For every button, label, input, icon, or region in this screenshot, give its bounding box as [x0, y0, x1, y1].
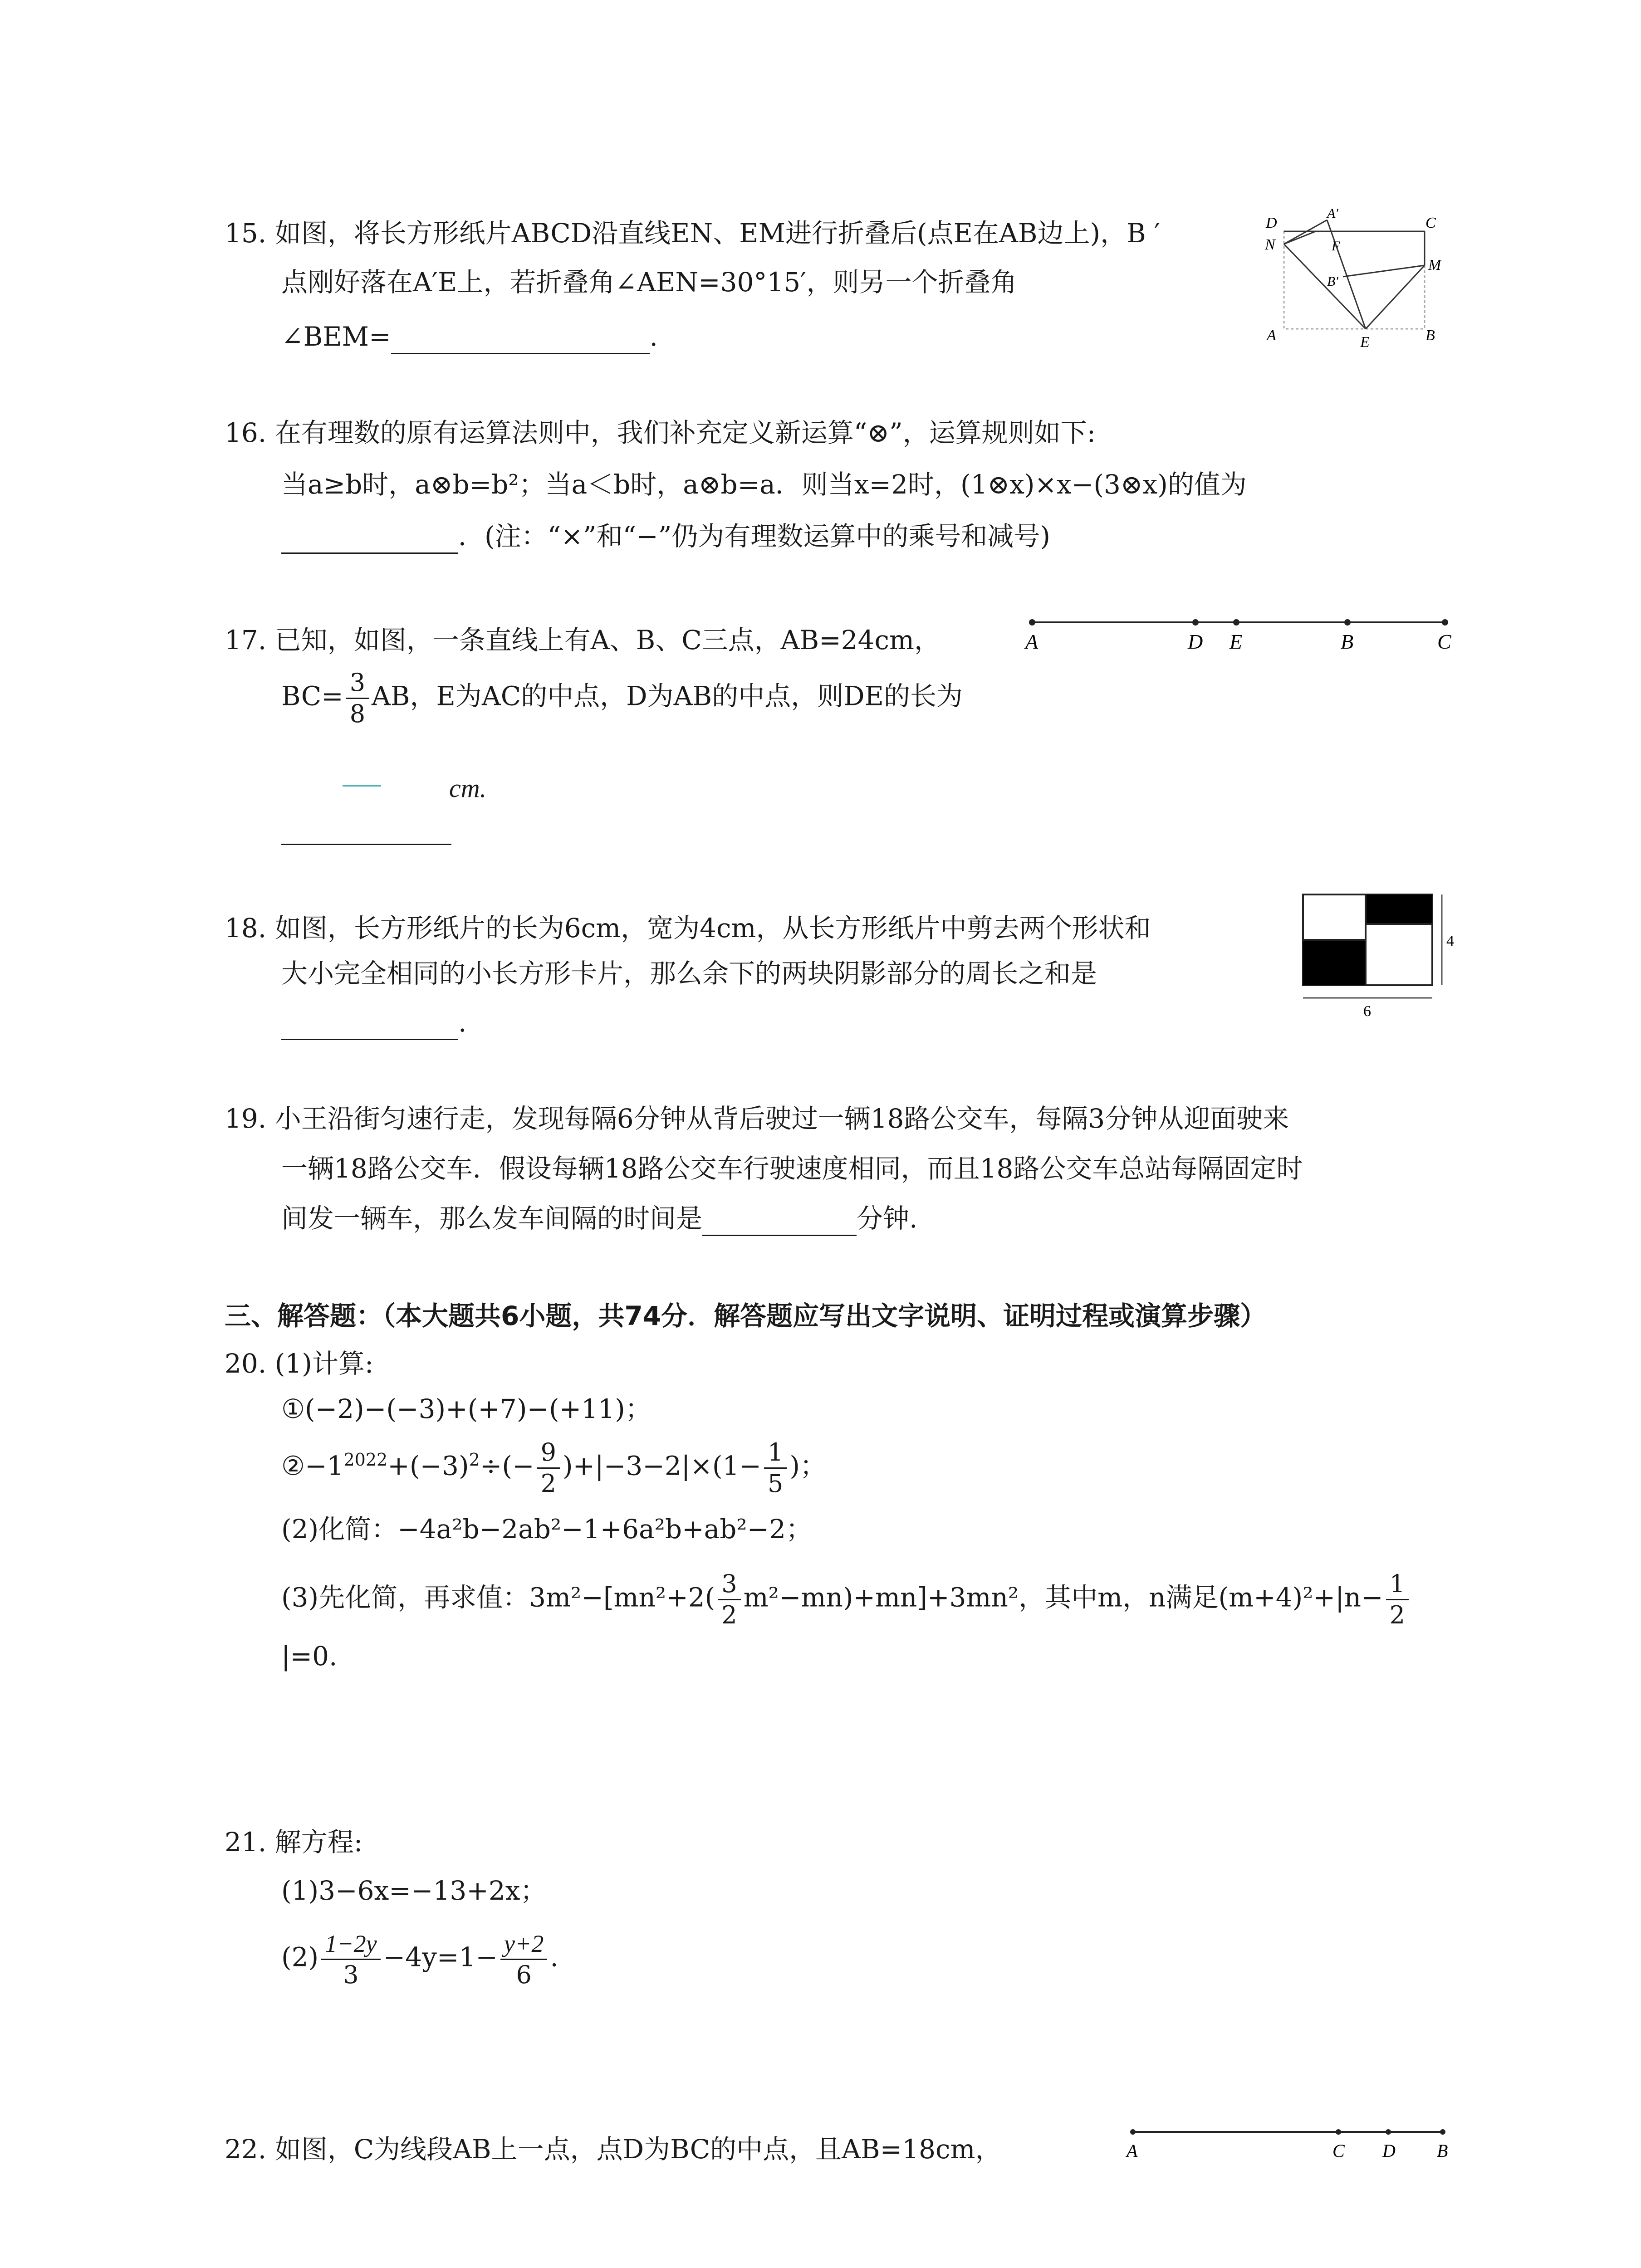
q17-teal-dash: [343, 785, 381, 787]
q20-part2: (2)化简：−4a²b−2ab²−1+6a²b+ab²−2；: [281, 1514, 813, 1545]
q15-line3: [281, 320, 658, 354]
q17-point-d: [1192, 619, 1199, 626]
q18-period: .: [458, 1007, 467, 1038]
q20-p3-a: (3)先化简，再求值：3m²−[mn²+2(: [281, 1582, 715, 1613]
q15-label-bprime: B′: [1327, 274, 1338, 289]
q20-line1: [225, 1347, 373, 1380]
q18-shaded-top-right: [1366, 894, 1432, 924]
q15-text-2: 点刚好落在A′E上，若折叠角∠AEN=30°15′，则另一个折叠角: [281, 267, 1017, 298]
q20-p1a-line: [281, 1393, 652, 1425]
section-3-heading: 三、解答题：（本大题共6小题，共74分．解答题应写出文字说明、证明过程或演算步骤）: [225, 1300, 1267, 1331]
q20-p1b-a: ②−1: [281, 1450, 344, 1481]
q17-label-c: C: [1437, 630, 1451, 653]
q17-text-2b: AB，E为AC的中点，D为AB的中点，则DE的长为: [372, 680, 963, 712]
q21-frac-2-num: y+2: [500, 1931, 547, 1960]
q15-label-e: E: [1360, 334, 1370, 351]
q15-text-1: 如图，将长方形纸片ABCD沿直线EN、EM进行折叠后(点E在AB边上)，B ′: [274, 218, 1161, 249]
q18-answer-blank[interactable]: [281, 1006, 458, 1040]
q18-text-1: 如图，长方形纸片的长为6cm，宽为4cm，从长方形纸片中剪去两个形状和: [274, 913, 1151, 943]
q22-text-1: 如图，C为线段AB上一点，点D为BC的中点，且AB=18cm，: [274, 2134, 1002, 2165]
q17-text-1: 已知，如图，一条直线上有A、B、C三点，AB=24cm，: [274, 625, 941, 655]
q20-number: 20.: [225, 1348, 267, 1379]
q20-p1b-exp: 2022: [343, 1450, 388, 1470]
q16-text-1: 在有理数的原有运算法则中，我们补充定义新运算“⊗”，运算规则如下:: [274, 417, 1096, 448]
q20-p1b-e: )；: [789, 1450, 826, 1481]
q20-p1b-b: +(−3): [387, 1450, 469, 1481]
q20-frac-4-num: 1: [1386, 1572, 1409, 1600]
q17-text-2a: BC=: [281, 680, 343, 712]
q21-e1-line: [281, 1874, 546, 1907]
q19-text-2: 一辆18路公交车．假设每辆18路公交车行驶速度相同，而且18路公交车总站每隔固定时: [281, 1153, 1303, 1184]
q15-label-c: C: [1425, 215, 1436, 231]
q17-fraction: [346, 670, 369, 726]
q16-line1: [225, 416, 1096, 449]
q21-eq1: (1)3−6x=−13+2x；: [281, 1875, 547, 1906]
q17-frac-den: 8: [349, 699, 366, 728]
q16-text-3: ．(注：“×”和“−”仍为有理数运算中的乘号和减号): [458, 521, 1051, 552]
q19-text-1: 小王沿街匀速行走，发现每隔6分钟从背后驶过一辆18路公交车，每隔3分钟从迎面驶来: [274, 1103, 1289, 1134]
q20-frac-2: [764, 1440, 787, 1496]
q15-rect-outline: [1284, 231, 1425, 329]
q15-n-d: [1284, 231, 1316, 244]
q15-text-3: ∠BEM=: [281, 321, 391, 352]
q17-point-c: [1442, 619, 1448, 626]
q21-line1: [225, 1826, 362, 1858]
q17-label-d: D: [1188, 630, 1203, 653]
q17-number: 17.: [225, 625, 267, 655]
q20-part1: (1)计算:: [274, 1348, 374, 1379]
q19-text-3: 间发一辆车，那么发车间隔的时间是: [281, 1203, 703, 1234]
q20-frac-4: [1386, 1569, 1409, 1629]
q21-e2-line: [281, 1931, 558, 1987]
q19-answer-blank[interactable]: [702, 1202, 857, 1236]
q20-p3-b: m²−mn)+mn]+3mn²，其中m，n满足(m+4)²+|n−: [743, 1582, 1383, 1613]
q16-line2: [281, 468, 1247, 501]
q20-p3-c: |=0.: [281, 1641, 338, 1672]
q22-figure: [1123, 2121, 1454, 2166]
q15-label-d: D: [1266, 215, 1277, 231]
q20-frac-4-den: 2: [1389, 1601, 1405, 1629]
q20-part1a: ①(−2)−(−3)+(+7)−(+11)；: [281, 1393, 652, 1424]
q20-p1b-exp2: 2: [469, 1450, 480, 1470]
q18-number: 18.: [225, 913, 267, 943]
q17-answer-blank[interactable]: [281, 816, 451, 845]
q20-frac-2-num: 1: [764, 1440, 787, 1469]
q21-frac-1: [321, 1931, 380, 1987]
q19-text-3-end: 分钟.: [857, 1203, 918, 1234]
q20-p3-line2: [281, 1640, 337, 1672]
q20-frac-3-den: 2: [721, 1601, 737, 1629]
q18-line3: [281, 1006, 466, 1040]
q15-label-n: N: [1265, 236, 1275, 253]
q20-p1b-c: ÷(−: [480, 1450, 534, 1481]
q16-line3: [281, 520, 1050, 554]
q22-point-d: [1386, 2129, 1391, 2135]
q19-line2: [281, 1152, 1303, 1185]
q22-label-a: A: [1127, 2141, 1138, 2161]
q21-frac-2: [500, 1931, 547, 1987]
q20-frac-3: [718, 1569, 740, 1629]
q22-point-a: [1130, 2129, 1136, 2135]
q17-unit: cm.: [449, 773, 487, 803]
q15-number: 15.: [225, 218, 267, 249]
q18-shaded-bottom-left: [1303, 940, 1366, 985]
q15-line2: [281, 266, 1017, 298]
q20-frac-2-den: 5: [767, 1469, 784, 1498]
q17-label-e: E: [1230, 630, 1243, 653]
q17-point-a: [1029, 619, 1035, 626]
q15-label-m: M: [1428, 257, 1441, 274]
q21-e2-c: .: [550, 1941, 558, 1973]
q22-label-d: D: [1382, 2141, 1396, 2161]
q15-line1: [225, 217, 1160, 249]
q17-figure: [1021, 608, 1456, 658]
q15-figure: [1257, 209, 1456, 354]
q17-point-b: [1344, 619, 1351, 626]
q19-number: 19.: [225, 1103, 267, 1134]
q22-label-c: C: [1332, 2141, 1345, 2161]
q18-figure: [1298, 889, 1461, 1025]
q15-label-aprime: A′: [1327, 209, 1338, 221]
q16-text-2: 当a≥b时，a⊗b=b²；当a＜b时，a⊗b=a．则当x=2时，(1⊗x)×x−(3⊗x)的值为: [281, 469, 1247, 500]
q20-p3-line: [281, 1569, 1411, 1629]
q22-line1: [225, 2133, 1002, 2165]
q18-width-label: 6: [1363, 1003, 1371, 1020]
q22-point-c: [1336, 2129, 1341, 2135]
q15-answer-blank[interactable]: [391, 320, 650, 354]
q20-p2-line: [281, 1513, 812, 1545]
q18-line2: [281, 957, 1097, 990]
q20-frac-1: [537, 1440, 560, 1496]
q18-text-2: 大小完全相同的小长方形卡片，那么余下的两块阴影部分的周长之和是: [281, 958, 1097, 989]
q16-number: 16.: [225, 417, 267, 448]
q17-line1: [225, 624, 941, 656]
q21-frac-1-den: 3: [343, 1960, 359, 1989]
q17-label-b: B: [1341, 630, 1354, 653]
q22-label-b: B: [1437, 2141, 1448, 2161]
q20-frac-3-num: 3: [718, 1572, 740, 1600]
q16-answer-blank[interactable]: [281, 520, 458, 554]
q17-label-a: A: [1025, 630, 1038, 653]
q20-frac-1-den: 2: [540, 1469, 556, 1498]
q21-title: 解方程:: [274, 1827, 363, 1857]
q21-frac-1-num: 1−2y: [321, 1931, 380, 1960]
q15-label-b: B: [1425, 327, 1435, 344]
q22-number: 22.: [225, 2134, 267, 2165]
q15-label-f: F: [1332, 239, 1340, 254]
q15-fold-line-en: [1284, 244, 1366, 329]
q17-frac-num: 3: [346, 670, 369, 699]
q21-frac-2-den: 6: [516, 1960, 532, 1989]
q22-point-b: [1440, 2129, 1445, 2135]
q20-p1b-d: )+|−3−2|×(1−: [562, 1450, 761, 1481]
q15-period: .: [649, 321, 658, 352]
q18-line1: [225, 912, 1151, 944]
q21-e2-b: −4y=1−: [383, 1941, 498, 1973]
q18-height-label: 4: [1446, 933, 1454, 949]
q17-point-e: [1233, 619, 1239, 626]
q19-line3: [281, 1202, 917, 1236]
q15-fold-line-em: [1366, 265, 1425, 329]
q15-bprime-m: [1343, 265, 1425, 277]
q21-e2-a: (2): [281, 1941, 319, 1973]
q17-line2: [281, 670, 963, 726]
q20-p1b-line: [281, 1440, 826, 1496]
q21-number: 21.: [225, 1827, 267, 1857]
q15-label-a: A: [1267, 327, 1276, 344]
q19-line1: [225, 1102, 1289, 1135]
q20-frac-1-num: 9: [537, 1440, 560, 1469]
